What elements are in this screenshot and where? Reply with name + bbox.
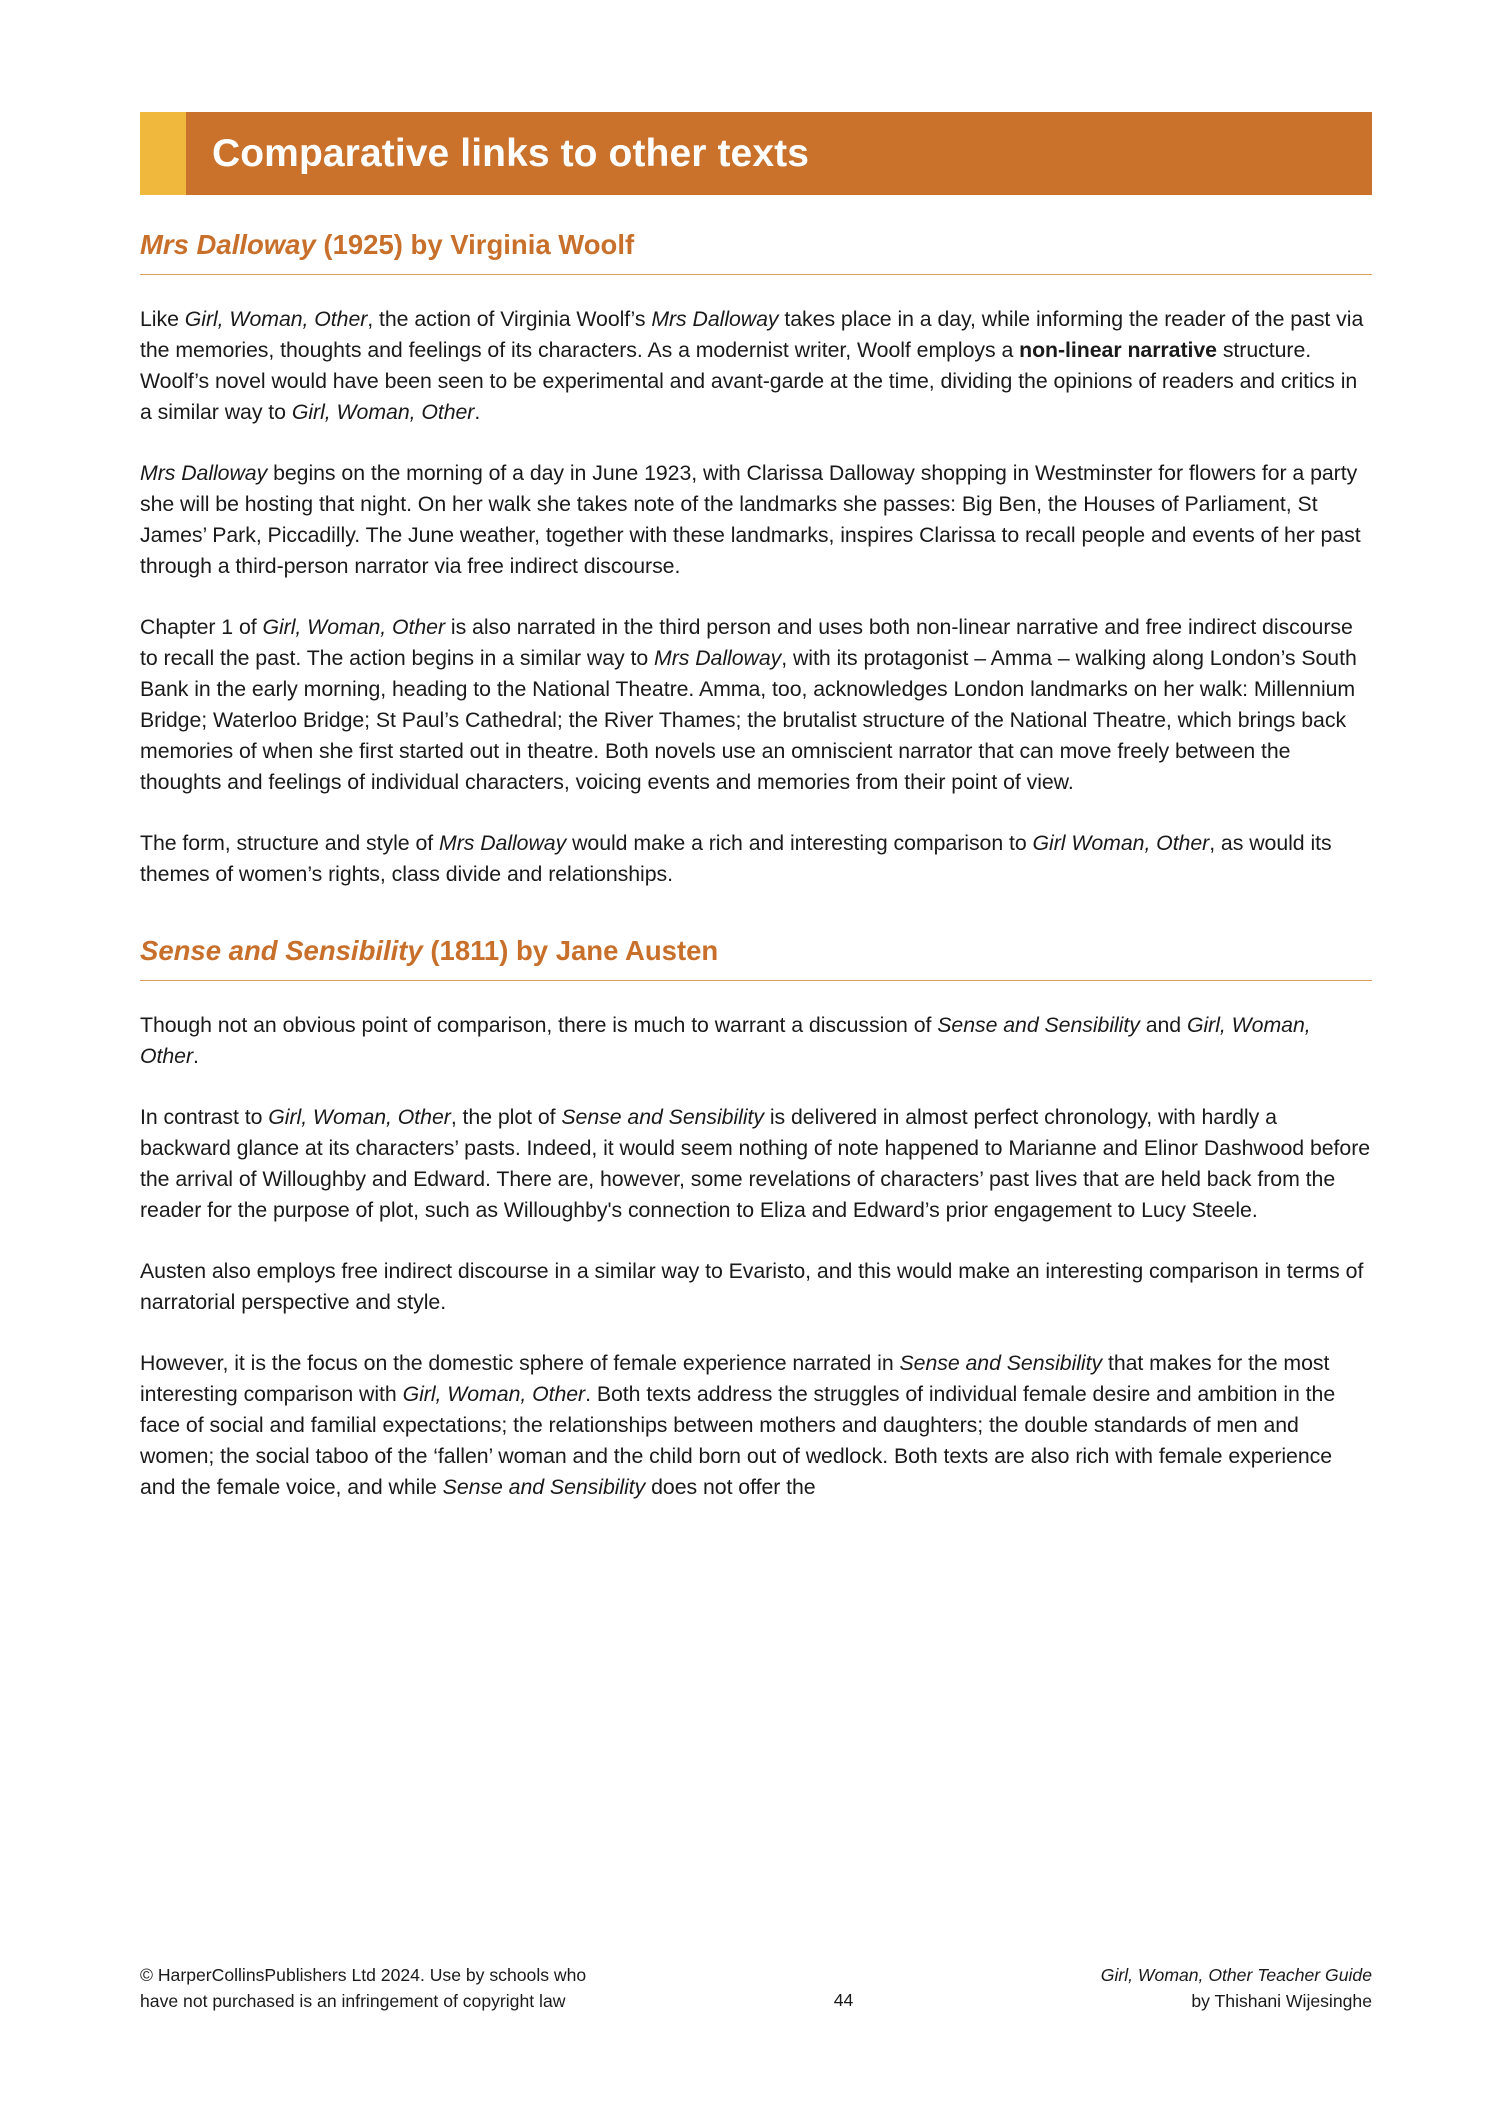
section-heading [140,228,1372,275]
book-title-italic: Mrs Dalloway [651,307,779,331]
body-paragraph [140,1348,1372,1503]
text-run: begins on the morning of a day in June 1923, with Clarissa Dalloway shopping in Westminster for flowers for a party she will be hosting that night. On her walk she takes note of the landmarks she passes: Big Ben, the Houses of Parliament, St James’ Park, Piccadilly. The June weather, together with these landmarks, inspires Clarissa to recall people and events of her past through a third-person narrator via free indirect discourse. [140,460,1361,578]
body-paragraph [140,1102,1372,1226]
book-title-italic: Mrs Dalloway [654,645,782,670]
body-paragraph [140,1010,1372,1072]
book-title-italic: Girl, Woman, Other [268,1104,451,1129]
text-run: that makes for the most interesting comparison with [140,1350,1330,1406]
text-run: Chapter 1 of [140,614,263,639]
text-run: would make a rich and interesting comparison to [566,830,1033,855]
book-title-italic: Sense and Sensibility [442,1474,646,1499]
book-title-italic: Girl, Woman, Other [402,1381,586,1406]
book-title-italic: Girl, Woman, Other [184,307,368,331]
text-run: is delivered in almost perfect chronology, with hardly a backward glance at its characters’ pasts. Indeed, it would seem nothing of note happened to Marianne and Elinor Dashwood before the arrival of Willoughby and Edward. There are, however, some revelations of characters’ past lives that are held back from the reader for the purpose of plot, such as Willoughby's connection to Eliza and Edward’s prior engagement to Lucy Steele. [140,1104,1371,1222]
text-run: Though not an obvious point of comparison, there is much to warrant a discussion of [140,1012,938,1037]
text-run: does not offer the [645,1474,816,1499]
body-paragraph [140,1256,1372,1318]
text-run: Austen also employs free indirect discourse in a similar way to Evaristo, and this would make an interesting comparison in terms of narratorial perspective and style. [140,1258,1364,1314]
book-title-italic: Sense and Sensibility [899,1350,1103,1375]
footer-copyright-line-2: have not purchased is an infringement of copyright law [140,1991,566,2012]
body-paragraph [140,458,1372,582]
footer-guide-credit [1101,1962,1372,2014]
text-run: However, it is the focus on the domestic sphere of female experience narrated in [140,1350,900,1375]
page-banner [140,112,1372,195]
text-run: and [1139,1012,1187,1037]
book-title-italic: Girl, Woman, Other [140,1012,1311,1068]
book-title-italic: Sense and Sensibility [937,1012,1140,1037]
text-run: The form, structure and style of [140,830,439,855]
text-run: In contrast to [140,1104,269,1129]
body-paragraph [140,828,1372,890]
book-title-italic: Mrs Dalloway [140,460,268,485]
section-heading-meta: (1811) by Jane Austen [422,934,719,966]
text-run: , the action of Virginia Woolf’s [367,307,652,331]
text-run: , the plot of [450,1104,562,1129]
page-title: Comparative links to other texts [212,132,810,175]
section-heading-meta: (1925) by Virginia Woolf [315,229,635,260]
section-heading [140,934,1372,981]
key-term-bold: non-linear narrative [1019,337,1217,362]
document-content [140,228,1372,1503]
banner-body [186,112,1372,195]
book-title-italic: Girl Woman, Other [1032,830,1210,855]
book-title-italic: Mrs Dalloway [439,830,567,855]
sections-container [140,228,1372,1503]
body-paragraph [140,304,1372,428]
banner-accent-bar [140,112,186,195]
text-run: . [474,399,481,424]
text-run: takes place in a day, while informing the reader of the past via the memories, thoughts and feelings of its characters. As a modernist writer, Woolf employs a [140,307,1364,362]
footer-copyright-line-1: © HarperCollinsPublishers Ltd 2024. Use by schools who [140,1965,587,1985]
text-run: is also narrated in the third person and uses both non-linear narrative and free indirect discourse to recall the past. The action begins in a similar way to [140,614,1353,670]
text-run: . Both texts address the struggles of individual female desire and ambition in the face of social and familial expectations; the relationships between mothers and daughters; the double standards of men and women; the social taboo of the ‘fallen’ woman and the child born out of wedlock. Both texts are also rich with female experience and the female voice, and while [140,1381,1336,1499]
text-run: , with its protagonist – Amma – walking along London’s South Bank in the early morning, heading to the National Theatre. Amma, too, acknowledges London landmarks on her walk: Millennium Bridge; Waterloo Bridge; St Paul’s Cathedral; the River Thames; the brutalist structure of the National Theatre, which brings back memories of when she first started out in theatre. Both novels use an omniscient narrator that can move freely between the thoughts and feelings of individual characters, voicing events and memories from their point of view. [140,645,1357,794]
footer-copyright [140,1962,586,2014]
section-heading-book-title: Sense and Sensibility [140,934,423,966]
footer-guide-author: by Thishani Wijesinghe [1191,1991,1372,2012]
text-run: . [193,1043,199,1068]
text-run: Like [140,307,185,331]
footer-guide-title: Girl, Woman, Other Teacher Guide [1100,1965,1372,1985]
text-run: , as would its themes of women’s rights, class divide and relationships. [140,830,1332,886]
footer-page-number: 44 [833,1990,854,2011]
page-footer [140,1962,1372,2014]
section-heading-book-title: Mrs Dalloway [140,229,316,260]
book-title-italic: Girl, Woman, Other [262,614,446,639]
text-run: structure. Woolf’s novel would have been seen to be experimental and avant-garde at the time, dividing the opinions of readers and critics in a similar way to [140,337,1358,424]
book-title-italic: Girl, Woman, Other [291,399,475,424]
book-title-italic: Sense and Sensibility [561,1104,764,1129]
body-paragraph [140,612,1372,798]
